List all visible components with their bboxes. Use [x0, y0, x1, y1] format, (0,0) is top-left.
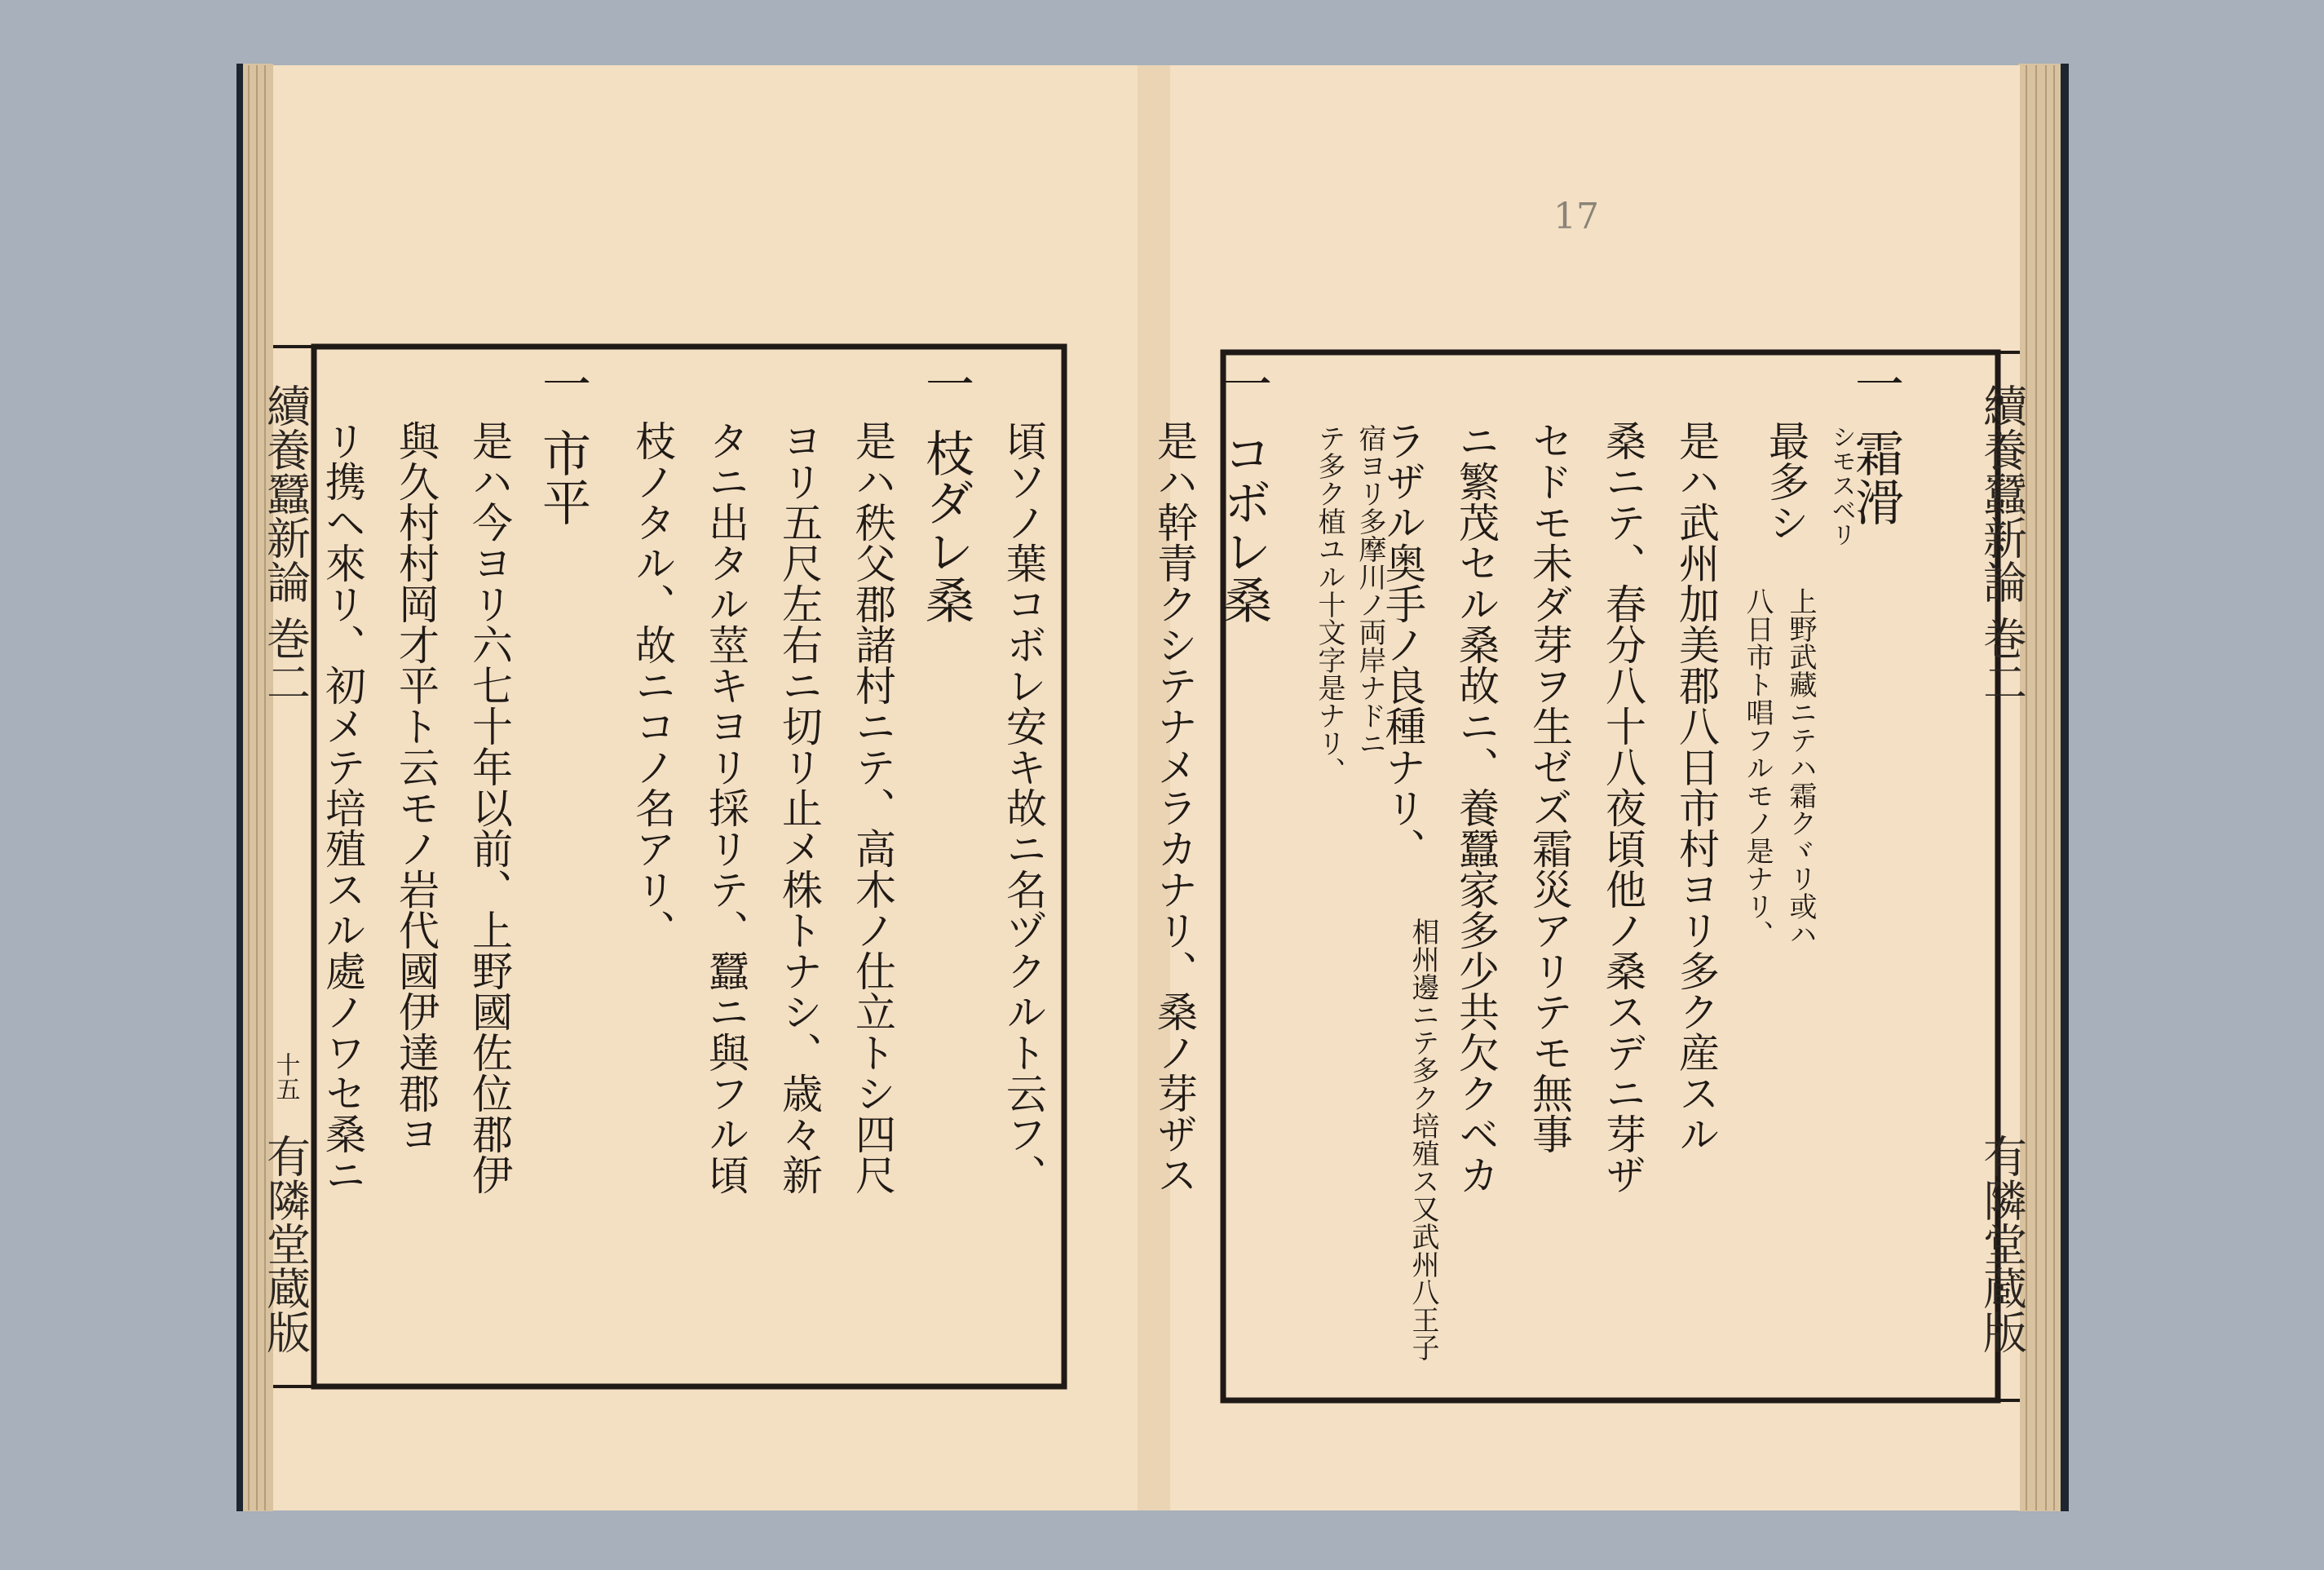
left-margin-volume: 巻二: [259, 616, 311, 704]
right-margin-volume: 巻二: [1976, 616, 2028, 704]
right-col-1b-note-2: 八日市ト唱フルモノ是ナリ、: [1741, 587, 1774, 948]
right-col-7-note-2: テ多ク植ユル十文字是ナリ、: [1313, 424, 1345, 785]
left-col-3: 是ハ秩父郡諸村ニテ、高木ノ仕立トシ四尺: [849, 420, 896, 1195]
right-publisher-mark: 有隣堂蔵版: [1976, 1134, 2028, 1354]
right-col-8-heading: コボレ桑: [1215, 428, 1272, 624]
left-col-2-mark: 一: [917, 359, 974, 408]
right-col-8-mark: 一: [1215, 359, 1272, 408]
right-col-9: 是ハ幹青クシテナメラカナリ、桑ノ芽ザス: [1151, 420, 1198, 1195]
left-publisher-mark: 有隣堂蔵版: [259, 1134, 311, 1354]
right-col-4: セドモ未ダ芽ヲ生ゼズ霜災アリテモ無事: [1526, 420, 1573, 1154]
right-col-1b: 最多シ: [1762, 420, 1809, 542]
left-col-9: 與久村村岡才平ト云モノ岩代國伊達郡ヨ: [392, 420, 440, 1154]
right-col-2: 是ハ武州加美郡八日市村ヨリ多ク産スル: [1672, 420, 1720, 1154]
right-col-1-mark: 一: [1847, 359, 1904, 408]
right-page: [1154, 65, 2020, 1510]
left-col-7-mark: 一: [534, 359, 591, 408]
right-col-1-ruby: シモスベリ: [1827, 424, 1856, 546]
right-col-6-note: 相州邊ニテ多ク培殖ス又武州八王子: [1407, 918, 1439, 1361]
left-col-1: 頃ソノ葉コボレ安キ故ニ名ヅクルト云フ、: [1000, 420, 1047, 1195]
left-cover-edge: [236, 64, 243, 1511]
right-col-1b-note-1: 上野武藏ニテハ霜クヾリ或ハ: [1784, 587, 1817, 948]
right-col-5: ニ繁茂セル桑故ニ、養蠶家多少共欠クベカ: [1452, 420, 1500, 1195]
right-cover-edge: [2061, 64, 2069, 1511]
left-col-10: リ携ヘ來リ、初メテ培殖スル處ノワセ桑ニ: [319, 420, 366, 1195]
right-col-1-heading: 霜滑: [1847, 428, 1904, 526]
left-margin-title: 續養蠶新論: [259, 383, 311, 604]
right-col-7-note-1: 宿ヨリ多摩川ノ両岸ナドニ: [1354, 424, 1386, 757]
right-margin-title: 續養蠶新論: [1976, 383, 2028, 604]
left-col-6: 枝ノタル、故ニコノ名アリ、: [629, 420, 676, 950]
right-col-3: 桑ニテ、春分八十八夜頃他ノ桑スデニ芽ザ: [1599, 420, 1646, 1195]
left-col-5: タニ出タル莖キヨリ採リテ、蠶ニ與フル頃: [702, 420, 749, 1195]
left-col-4: ヨリ五尺左右ニ切リ止メ株トナシ、歳々新: [775, 420, 823, 1195]
left-col-2-heading: 枝ダレ桑: [917, 428, 974, 624]
left-col-7-heading: 市平: [534, 428, 591, 526]
right-col-6: ラザル奥手ノ良種ナリ、: [1379, 420, 1426, 869]
pencil-page-number: 17: [1553, 196, 1599, 237]
left-folio: 十五: [271, 1052, 300, 1101]
left-col-8: 是ハ今ヨリ六七十年以前、上野國佐位郡伊: [466, 420, 513, 1195]
